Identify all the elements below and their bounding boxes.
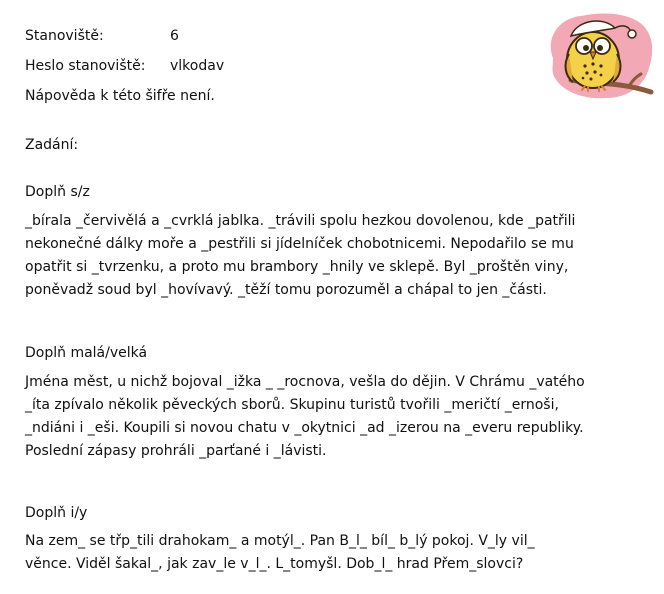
paragraph-line: _ndiáni i _eši. Koupili si novou chatu v _okytnici _ad _izerou na _everu republiky.	[25, 420, 584, 436]
assignment-label: Zadání:	[25, 137, 79, 153]
paragraph-line: Poslední zápasy prohráli _parťané i _lávisti.	[25, 443, 327, 459]
paragraph-line: Jména měst, u nichž bojoval _ižka _ _rocnova, vešla do dějin. V Chrámu _vatého	[25, 374, 585, 390]
paragraph-line: opatřit si _tvrzenku, a proto mu brambory _hnily ve sklepě. Byl _proštěn viny,	[25, 259, 569, 275]
station-row	[25, 28, 179, 44]
section-title-mala-velka: Doplň malá/velká	[25, 345, 148, 361]
motto-value: vlkodav	[170, 58, 225, 74]
station-number: 6	[170, 28, 179, 44]
hint-text: Nápověda k této šifře není.	[25, 88, 215, 104]
motto-label: Heslo stanoviště:	[25, 58, 146, 74]
motto-row	[25, 58, 225, 74]
section-title-i-y: Doplň i/y	[25, 505, 88, 521]
paragraph-line: Na zem_ se třp_tili drahokam_ a motýl_. Pan B_l_ bíl_ b_lý pokoj. V_ly vil_	[25, 533, 535, 549]
section-body-s-z	[25, 210, 645, 302]
paragraph-line: věnce. Viděl šakal_, jak zav_le v_l_. L_tomyšl. Dob_l_ hrad Přem_slovci?	[25, 556, 524, 572]
station-label: Stanoviště:	[25, 28, 104, 44]
owl-icon	[541, 10, 657, 102]
paragraph-line: poněvadž soud byl _hovívavý. _těží tomu porozuměl a chápal to jen _části.	[25, 282, 547, 298]
section-title-s-z: Doplň s/z	[25, 184, 90, 200]
paragraph-line: _íta zpívalo několik pěveckých sborů. Skupinu turistů tvořili _meričtí _ernoši,	[25, 397, 559, 413]
section-body-mala-velka	[25, 371, 645, 463]
paragraph-line: _bírala _červivělá a _cvrklá jablka. _trávili spolu hezkou dovolenou, kde _patřili	[25, 213, 576, 229]
paragraph-line: nekonečné dálky moře a _pestřili si jídelníček chobotnicemi. Nepodařilo se mu	[25, 236, 574, 252]
section-body-i-y	[25, 530, 645, 576]
